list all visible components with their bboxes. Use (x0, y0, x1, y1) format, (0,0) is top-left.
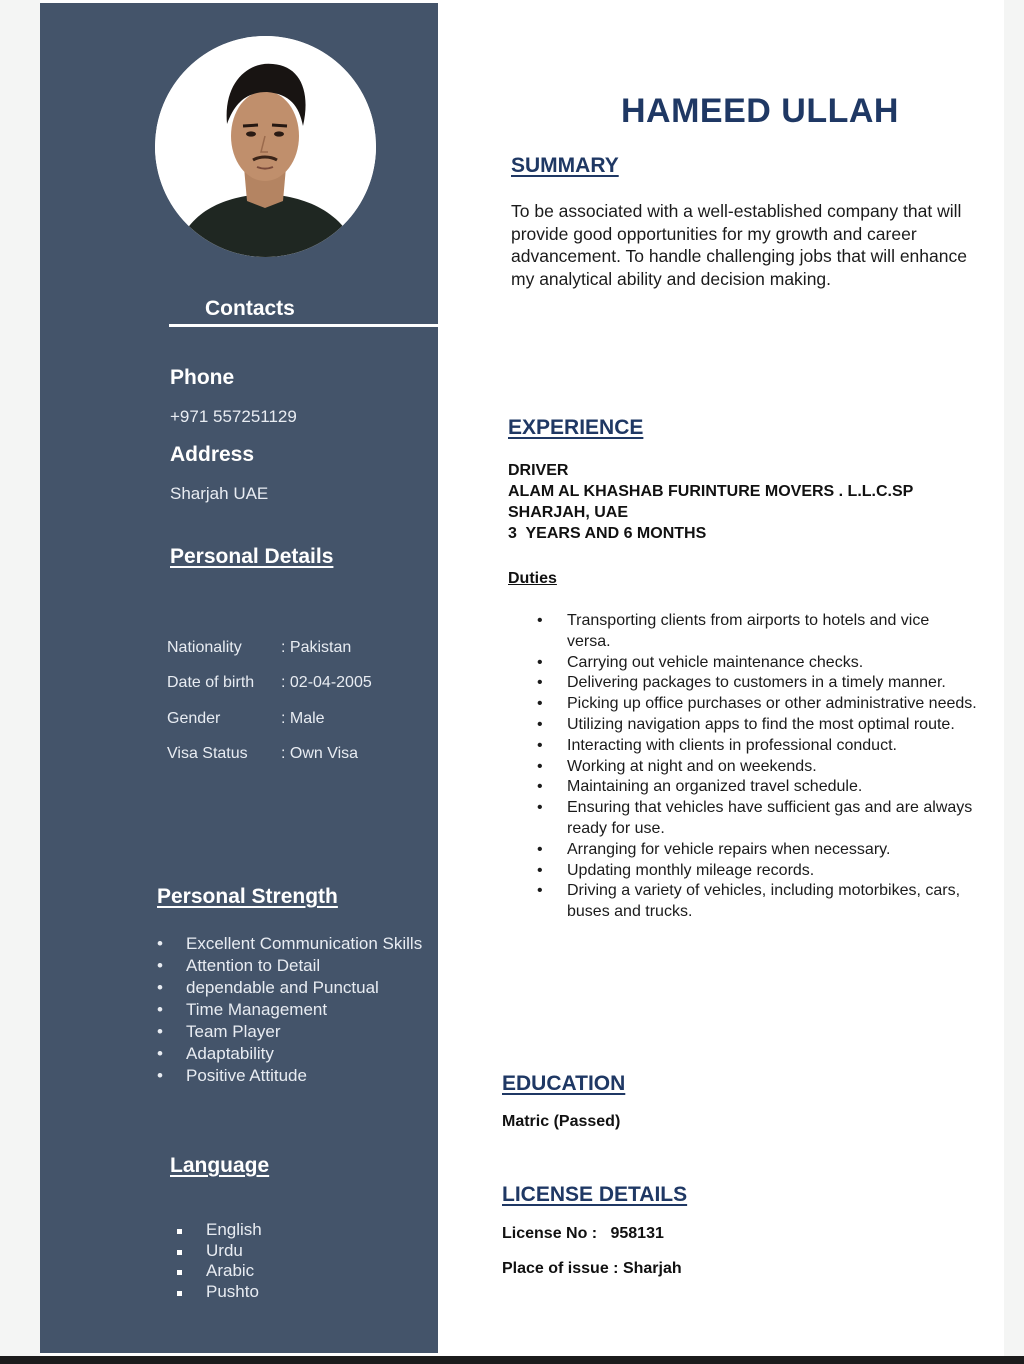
list-item: • Ensuring that vehicles have sufficient gas and are always ready for use. (537, 798, 977, 840)
detail-label: Nationality (167, 639, 242, 656)
experience-duration: 3 YEARS AND 6 MONTHS (508, 525, 707, 542)
detail-row-dob (167, 674, 372, 692)
detail-label: Gender (167, 710, 221, 727)
detail-value: : Pakistan (281, 639, 352, 656)
list-item: • Utilizing navigation apps to find the most optimal route. (537, 715, 977, 736)
contacts-divider (169, 324, 438, 327)
language-heading: Language (170, 1154, 270, 1177)
list-item: English (170, 1220, 370, 1241)
list-item: • Delivering packages to customers in a timely manner. (537, 673, 977, 694)
list-item: • Carrying out vehicle maintenance checks. (537, 653, 977, 674)
list-item: • Transporting clients from airports to hotels and vice versa. (537, 611, 977, 653)
experience-heading: EXPERIENCE (508, 416, 644, 439)
list-item: • Working at night and on weekends. (537, 757, 977, 778)
detail-value: : 02-04-2005 (281, 674, 372, 691)
list-item: • Team Player (157, 1021, 437, 1043)
list-item: Pushto (170, 1282, 370, 1303)
duties-heading: Duties (508, 570, 557, 587)
detail-row-visa (167, 745, 358, 763)
address-heading: Address (170, 443, 255, 466)
strength-list (157, 933, 437, 1087)
list-item: Urdu (170, 1241, 370, 1262)
list-item: • Adaptability (157, 1043, 437, 1065)
list-item: • Maintaining an organized travel schedule. (537, 777, 977, 798)
profile-photo (155, 36, 376, 257)
list-item: • Picking up office purchases or other administrative needs. (537, 694, 977, 715)
candidate-name: HAMEED ULLAH (621, 92, 899, 130)
detail-row-gender (167, 710, 325, 728)
phone-heading: Phone (170, 366, 235, 389)
detail-label: Date of birth (167, 674, 255, 691)
list-item: • Positive Attitude (157, 1065, 437, 1087)
list-item: • Excellent Communication Skills (157, 933, 437, 955)
education-heading: EDUCATION (502, 1072, 626, 1095)
personal-strength-heading: Personal Strength (157, 885, 338, 908)
language-list (170, 1220, 370, 1302)
license-heading: LICENSE DETAILS (502, 1183, 688, 1206)
duties-list (537, 611, 977, 923)
bottom-edge (0, 1356, 1024, 1364)
experience-company: ALAM AL KHASHAB FURINTURE MOVERS . L.L.C.SP (508, 483, 914, 500)
list-item: • dependable and Punctual (157, 977, 437, 999)
list-item: • Arranging for vehicle repairs when necessary. (537, 840, 977, 861)
phone-value: +971 557251129 (170, 407, 297, 426)
list-item: • Driving a variety of vehicles, including motorbikes, cars, buses and trucks. (537, 881, 977, 923)
summary-heading: SUMMARY (511, 154, 619, 177)
list-item: • Time Management (157, 999, 437, 1021)
list-item: • Interacting with clients in professional conduct. (537, 736, 977, 757)
personal-details-heading: Personal Details (170, 545, 334, 568)
detail-value: : Own Visa (281, 745, 359, 762)
list-item: Arabic (170, 1261, 370, 1282)
detail-value: : Male (281, 710, 325, 727)
experience-role: DRIVER (508, 462, 569, 479)
education-value: Matric (Passed) (502, 1113, 621, 1130)
list-item: • Attention to Detail (157, 955, 437, 977)
detail-label: Visa Status (167, 745, 248, 762)
license-number: License No : 958131 (502, 1225, 664, 1242)
contacts-heading: Contacts (205, 297, 295, 320)
address-value: Sharjah UAE (170, 484, 269, 503)
experience-location: SHARJAH, UAE (508, 504, 629, 521)
place-of-issue: Place of issue : Sharjah (502, 1260, 682, 1277)
summary-text: To be associated with a well-established company that will provide good opportunities for my growth and career advancement. To handle challenging jobs that will enhance my analytical ability and decision making. (511, 201, 967, 289)
list-item: • Updating monthly mileage records. (537, 861, 977, 882)
detail-row-nationality (167, 639, 351, 657)
